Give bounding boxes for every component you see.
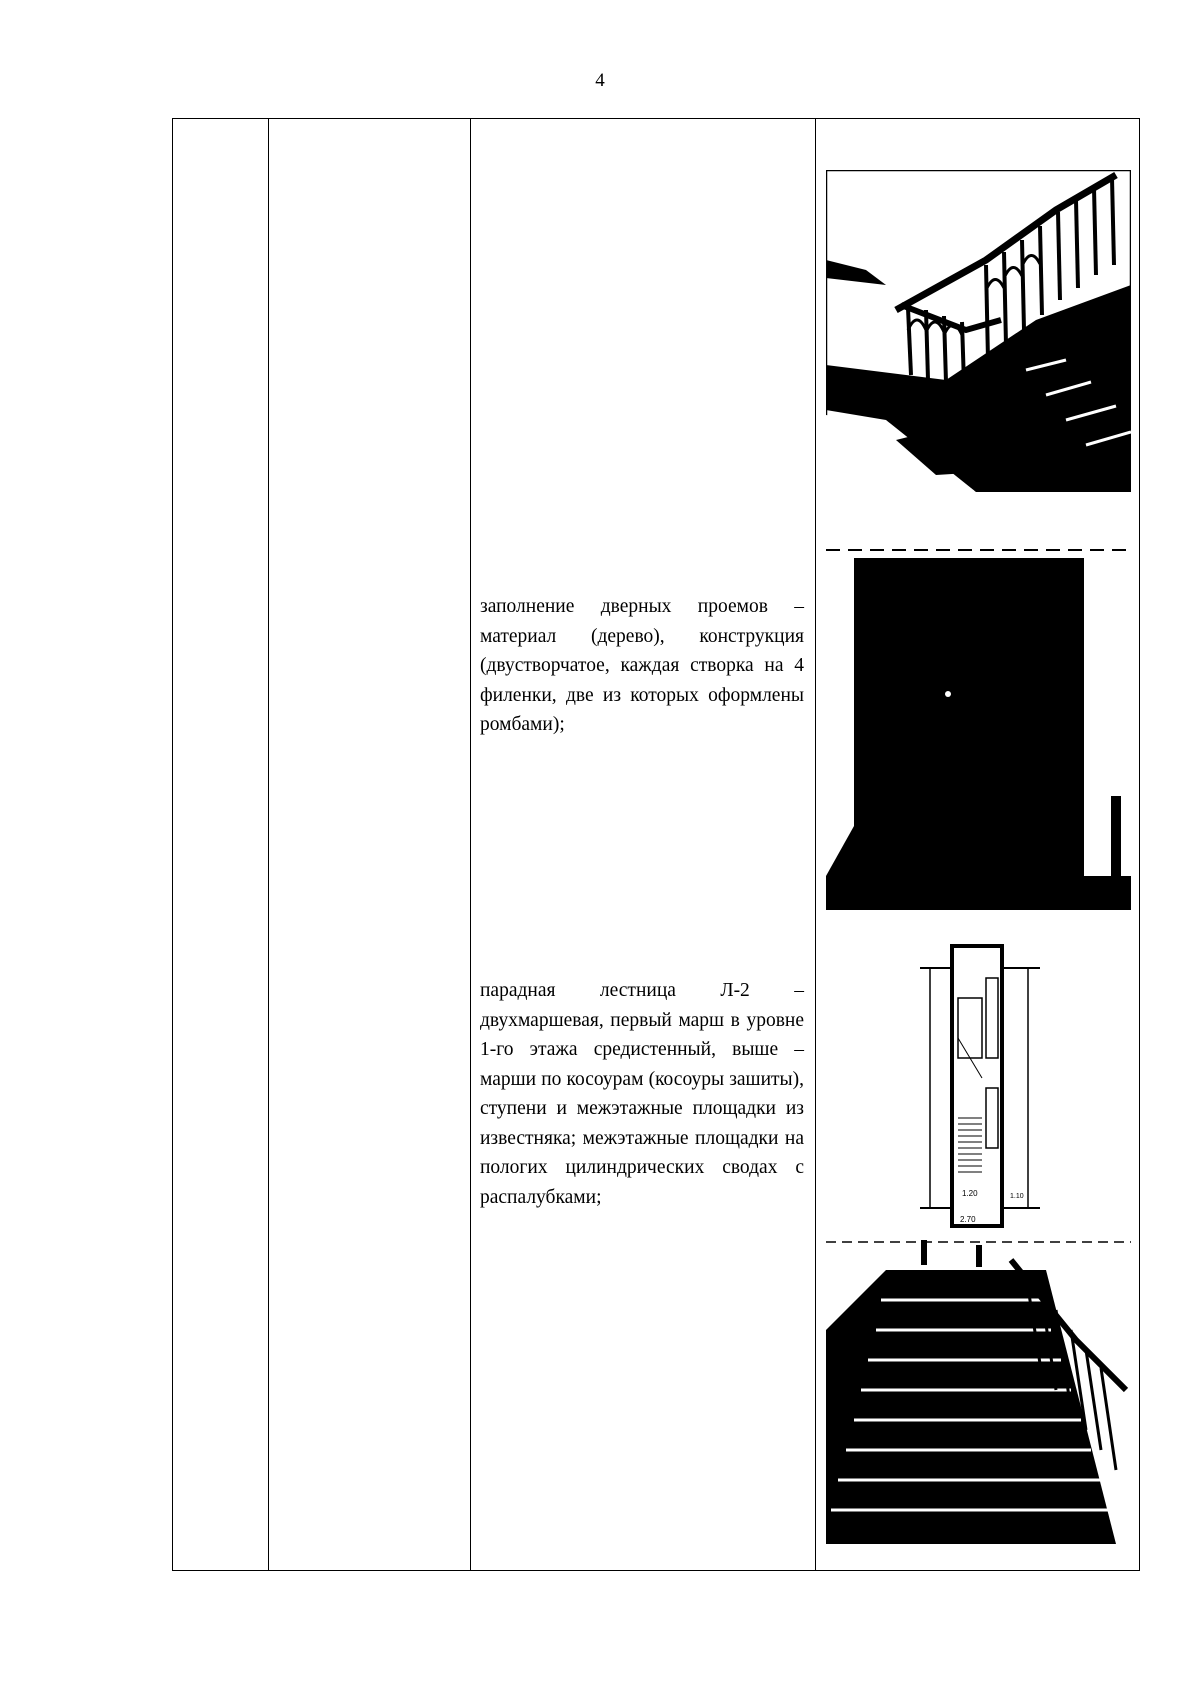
column-divider (815, 118, 816, 1571)
stair-railing-photo (826, 170, 1131, 492)
row-description-door: заполнение дверных проемов – материал (дерево), конструкция (двустворчатое, каждая створка на 4 филенки, две из которых оформлены ромбами); (480, 596, 804, 735)
staircase-floor-plan (920, 938, 1040, 1228)
staircase-photo (826, 1240, 1131, 1544)
plan-label: 1.20 (962, 1189, 978, 1198)
double-door-photo (826, 546, 1131, 910)
plan-label: 1.10 (1010, 1193, 1024, 1200)
row-description-staircase: парадная лестница Л-2 – двухмаршевая, первый марш в уровне 1-го этажа средистенный, выше – марши по косоурам (косоуры зашиты), ступени и межэтажные площадки из известняка; межэтажные площадки на пологих цилиндрических сводах с распалубками; (480, 980, 804, 1208)
column-divider (268, 118, 269, 1571)
plan-label: 2.70 (960, 1215, 976, 1224)
column-divider (470, 118, 471, 1571)
page-number: 4 (595, 70, 605, 91)
